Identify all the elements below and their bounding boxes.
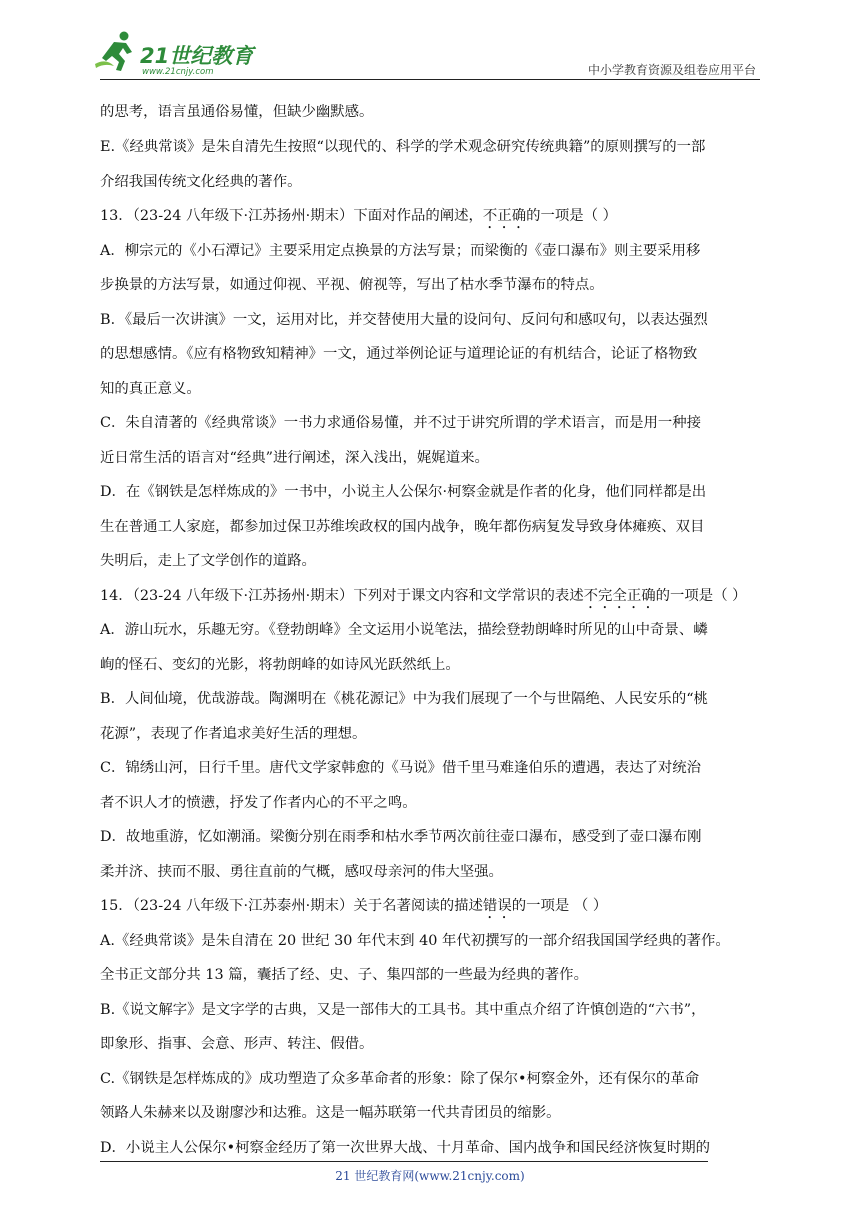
emphasis-text: 错误 bbox=[482, 898, 512, 914]
question-13-stem bbox=[100, 205, 617, 232]
question-14-text: 14．（23-24 八年级下·江苏扬州·期末）下列对于课文内容和文学常识的表述 bbox=[100, 588, 584, 604]
option-d: D．小说主人公保尔•柯察金经历了第一次世界大战、十月革命、国内战争和国民经济恢复时期的 bbox=[100, 1140, 711, 1156]
logo-url: www.21cnjy.com bbox=[142, 67, 214, 77]
question-14-tail: 的一项是（ ） bbox=[655, 588, 747, 604]
option-b: B．《最后一次讲演》一文，运用对比，并交替使用大量的设问句、反问句和感叹句，以表达强烈 bbox=[100, 312, 708, 328]
text-line: 花源”，表现了作者追求美好生活的理想。 bbox=[100, 726, 367, 742]
text-line: 生在普通工人家庭，都参加过保卫苏维埃政权的国内战争，晚年都伤病复发导致身体瘫痪、双目 bbox=[100, 519, 705, 535]
text-line: 步换景的方法写景，如通过仰视、平视、俯视等，写出了枯水季节瀑布的特点。 bbox=[100, 277, 604, 293]
site-logo bbox=[92, 30, 267, 80]
question-14-stem bbox=[100, 585, 747, 612]
text-line: 领路人朱赫来以及谢廖沙和达雅。这是一幅苏联第一代共青团员的缩影。 bbox=[100, 1105, 561, 1121]
option-b: B.《说文解字》是文字学的古典，又是一部伟大的工具书。其中重点介绍了许慎创造的“六书”， bbox=[100, 1002, 706, 1018]
text-line: 峋的怪石、变幻的光影，将勃朗峰的如诗风光跃然纸上。 bbox=[100, 657, 460, 673]
text-line: 近日常生活的语言对“经典”进行阐述，深入浅出，娓娓道来。 bbox=[100, 450, 489, 466]
platform-title: 中小学教育资源及组卷应用平台 bbox=[587, 63, 756, 77]
question-13-tail: 的一项是（ ） bbox=[526, 208, 618, 224]
text-line: 柔并济、挟而不服、勇往直前的气概，感叹母亲河的伟大坚强。 bbox=[100, 864, 503, 880]
text-line: 即象形、指事、会意、形声、转注、假借。 bbox=[100, 1036, 374, 1052]
text-line: 知的真正意义。 bbox=[100, 381, 201, 397]
option-a: A．游山玩水，乐趣无穷。《登勃朗峰》全文运用小说笔法，描绘登勃朗峰时所见的山中奇景、嶙 bbox=[100, 622, 708, 638]
text-line: E.《经典常谈》是朱自清先生按照“以现代的、科学的学术观念研究传统典籍”的原则撰写的一部 bbox=[100, 139, 706, 155]
option-c: C．朱自清著的《经典常谈》一书力求通俗易懂，并不过于讲究所谓的学术语言，而是用一种接 bbox=[100, 415, 702, 431]
text-line: 介绍我国传统文化经典的著作。 bbox=[100, 174, 302, 190]
emphasis-text: 不完全正确 bbox=[583, 588, 656, 604]
runner-icon bbox=[95, 32, 132, 72]
question-15-text: 15．（23-24 八年级下·江苏泰州·期末）关于名著阅读的描述 bbox=[100, 898, 483, 914]
option-b: B．人间仙境，优哉游哉。陶渊明在《桃花源记》中为我们展现了一个与世隔绝、人民安乐的“桃 bbox=[100, 691, 708, 707]
header-divider bbox=[100, 79, 760, 80]
page-header bbox=[0, 0, 860, 80]
text-line: 者不识人才的愤懑，抒发了作者内心的不平之鸣。 bbox=[100, 795, 417, 811]
text-line: 全书正文部分共 13 篇，囊括了经、史、子、集四部的一些最为经典的著作。 bbox=[100, 967, 588, 983]
question-15-tail: 的一项是 （ ） bbox=[511, 898, 608, 914]
page-footer[interactable]: 21 世纪教育网(www.21cnjy.com) bbox=[335, 1169, 525, 1183]
logo-text: 21世纪教育 bbox=[140, 44, 254, 68]
text-line: 的思考，语言虽通俗易懂，但缺少幽默感。 bbox=[100, 104, 374, 120]
option-d: D．故地重游，忆如潮涌。梁衡分别在雨季和枯水季节两次前往壶口瀑布，感受到了壶口瀑布刚 bbox=[100, 829, 702, 845]
text-line: 的思想感情。《应有格物致知精神》一文，通过举例论证与道理论证的有机结合，论证了格物致 bbox=[100, 346, 698, 362]
option-a: A.《经典常谈》是朱自清在 20 世纪 30 年代末到 40 年代初撰写的一部介绍我国国学经典的著作。 bbox=[100, 933, 730, 949]
question-13-text: 13．（23-24 八年级下·江苏扬州·期末）下面对作品的阐述， bbox=[100, 208, 483, 224]
emphasis-text: 不正确 bbox=[482, 208, 527, 224]
footer-divider bbox=[100, 1161, 708, 1162]
option-c: C．锦绣山河，日行千里。唐代文学家韩愈的《马说》借千里马难逢伯乐的遭遇，表达了对统治 bbox=[100, 760, 702, 776]
text-line: 失明后，走上了文学创作的道路。 bbox=[100, 553, 316, 569]
option-c: C.《钢铁是怎样炼成的》成功塑造了众多革命者的形象：除了保尔•柯察金外，还有保尔的革命 bbox=[100, 1071, 700, 1087]
question-15-stem bbox=[100, 895, 607, 922]
option-a: A．柳宗元的《小石潭记》主要采用定点换景的方法写景；而梁衡的《壶口瀑布》则主要采用移 bbox=[100, 243, 701, 259]
option-d: D．在《钢铁是怎样炼成的》一书中，小说主人公保尔·柯察金就是作者的化身，他们同样都是出 bbox=[100, 484, 707, 500]
